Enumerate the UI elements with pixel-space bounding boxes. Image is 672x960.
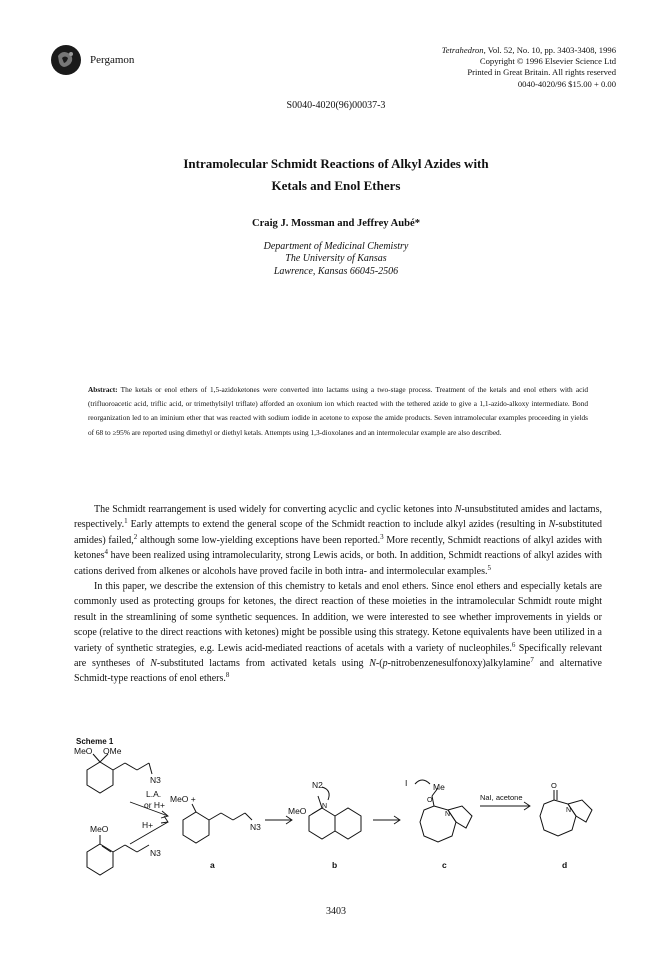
text-run: In this paper, we describe the extension of this chemistry to ketals and enol ethers. Since enol ethers and especially ketals are commonly used as protecting groups for ketones, the direct reaction of these moieties in the intramolecular Schmidt route might result in the streamlining of some synthetic sequences. In addition, we were interested to see whether improvements in yields or scope (relative to the direct reactions with ketones) might be possible using this strategy. Ketone equivalents have been utilized in a variety of synthetic strategies, e.g. Lewis acid-mediated reactions of acetals with a variety of nucleophiles. bbox=[74, 581, 602, 654]
text-run: Specifically relevant are syntheses of bbox=[74, 642, 603, 670]
text-run: and alternative Schmidt-type reactions of enol ethers. bbox=[74, 658, 602, 685]
d-n: N bbox=[566, 807, 572, 814]
journal-volume: , Vol. 52, No. 10, pp. 3403-3408, 1996 bbox=[483, 45, 616, 55]
b-meo: MeO bbox=[288, 806, 307, 816]
text-italic: N bbox=[150, 658, 157, 670]
label-a: a bbox=[210, 860, 215, 870]
doi: S0040-4020(96)00037-3 bbox=[286, 100, 386, 111]
journal-info bbox=[316, 45, 616, 90]
c-n: N bbox=[445, 811, 451, 818]
d-o: O bbox=[551, 781, 557, 790]
ref-superscript: 1 bbox=[124, 517, 128, 526]
paragraph-1 bbox=[74, 502, 602, 579]
text-italic: N bbox=[548, 519, 556, 531]
ketal-ome: OMe bbox=[103, 746, 122, 756]
oxonium-label: MeO + bbox=[170, 794, 196, 804]
price-line: 0040-4020/96 $15.00 + 0.00 bbox=[517, 78, 616, 89]
text-run: have been realized using intramolecularity, strong Lewis acids, or both. In addition, Schmidt reactions of alkyl azides with cations derived from alkenes or alcohols have proved facile in both intra- and intermolecular examples. bbox=[74, 550, 602, 577]
arrow-b-c bbox=[373, 816, 400, 824]
scheme-1 bbox=[60, 732, 620, 882]
text-run: -substituted amides) failed, bbox=[74, 519, 602, 546]
text-run: -( bbox=[375, 658, 383, 670]
or-h-plus: or H+ bbox=[144, 800, 166, 810]
abstract-label: Abstract: bbox=[88, 385, 118, 394]
printed-line: Printed in Great Britain. All rights reserved bbox=[467, 67, 616, 78]
paper-title bbox=[0, 153, 672, 197]
text-run: -substituted lactams from activated ketals using bbox=[156, 658, 370, 670]
oxonium-n3: N3 bbox=[250, 822, 261, 832]
ref-superscript: 7 bbox=[530, 656, 534, 665]
ref-superscript: 8 bbox=[225, 671, 230, 680]
text-run: -nitrobenzenesulfonoxy)alkylamine bbox=[387, 658, 531, 670]
body-text bbox=[74, 502, 602, 687]
ref-superscript: 3 bbox=[380, 532, 384, 541]
publisher-name: Pergamon bbox=[90, 54, 135, 66]
label-d: d bbox=[562, 860, 568, 870]
c-iodide: I bbox=[405, 778, 408, 788]
scheme-title: Scheme 1 bbox=[76, 737, 114, 746]
affiliation-university: The University of Kansas bbox=[285, 253, 387, 265]
oxonium-structure bbox=[183, 804, 252, 843]
ref-superscript: 4 bbox=[104, 548, 109, 557]
ketal-structure bbox=[87, 754, 152, 793]
abstract bbox=[88, 383, 588, 440]
reagent: NaI, acetone bbox=[480, 793, 523, 802]
enol-ether-structure bbox=[87, 835, 149, 875]
arrow-a-b bbox=[265, 816, 292, 824]
affiliation bbox=[0, 241, 672, 278]
journal-name: Tetrahedron bbox=[441, 45, 484, 55]
lewis-acid: L.A. bbox=[146, 789, 162, 799]
enol-meo: MeO bbox=[90, 824, 109, 834]
arrow-c-d bbox=[480, 802, 530, 810]
affiliation-city: Lawrence, Kansas 66045-2506 bbox=[273, 265, 399, 277]
b-n2: N2 bbox=[312, 780, 323, 790]
page-number: 3403 bbox=[326, 906, 346, 917]
ketal-meo: MeO bbox=[74, 746, 93, 756]
ref-superscript: 6 bbox=[511, 640, 516, 649]
title-line-2: Ketals and Enol Ethers bbox=[271, 178, 401, 193]
journal-citation bbox=[316, 45, 616, 56]
text-run: More recently, Schmidt reactions of alkyl azides with ketones bbox=[74, 534, 602, 562]
h-plus: H+ bbox=[142, 820, 154, 830]
c-o: O bbox=[427, 797, 433, 804]
label-c: c bbox=[442, 860, 447, 870]
copyright-line: Copyright © 1996 Elsevier Science Ltd bbox=[479, 56, 616, 67]
label-b: b bbox=[332, 860, 338, 870]
text-run: The Schmidt rearrangement is used widely for converting acyclic and cyclic ketones into bbox=[94, 504, 455, 515]
text-run: although some low-yielding exceptions have been reported. bbox=[137, 534, 381, 546]
text-run: -unsubstituted amides and lactams, respectively. bbox=[74, 504, 602, 531]
ketal-n3: N3 bbox=[150, 775, 161, 785]
publisher-logo bbox=[50, 44, 82, 76]
abstract-text: The ketals or enol ethers of 1,5-azidoketones were converted into lactams using a two-stage process. Treatment of the ketals and enol ethers with acid (trifluoroacetic acid, triflic acid, or trimethylsilyl triflate) afforded an oxonium ion which reacted with the tethered azide to give a 1,1-azido-alkoxy intermediate. Bond reorganization led to an iminium ether that was reacted with sodium iodide in acetone to expose the amide products. Seven intramolecular examples proceeding in yields of 68 to ≥95% are reported using dimethyl or diethyl ketals. Attempts using 1,3-dioxolanes and an intermolecular example are also described. bbox=[88, 385, 588, 437]
text-italic: N bbox=[454, 504, 462, 515]
title-line-1: Intramolecular Schmidt Reactions of Alkyl Azides with bbox=[183, 156, 489, 171]
ref-superscript: 2 bbox=[133, 532, 138, 541]
intermediate-b-structure bbox=[309, 787, 361, 839]
authors: Craig J. Mossman and Jeffrey Aubé* bbox=[251, 218, 421, 229]
enol-n3: N3 bbox=[150, 848, 161, 858]
b-n: N bbox=[322, 803, 328, 810]
c-me: Me bbox=[433, 782, 445, 792]
text-run: Early attempts to extend the general scope of the Schmidt reaction to include alkyl azides (resulting in bbox=[127, 519, 549, 531]
paragraph-2 bbox=[74, 579, 602, 687]
text-italic: N bbox=[369, 658, 376, 670]
text-italic: p bbox=[382, 658, 388, 670]
affiliation-dept: Department of Medicinal Chemistry bbox=[263, 241, 409, 252]
ref-superscript: 5 bbox=[487, 563, 491, 572]
